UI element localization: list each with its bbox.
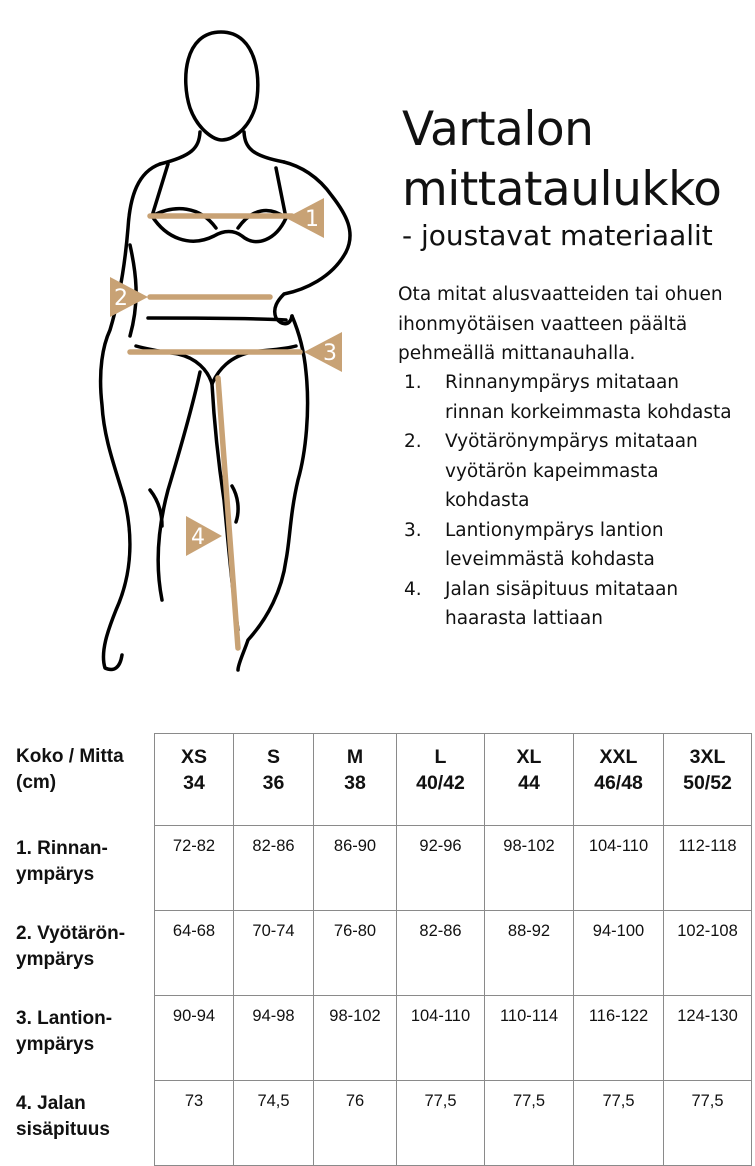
size-header-xl (485, 734, 574, 826)
table-cell: 88-92 (485, 911, 574, 996)
table-row-waist (10, 911, 752, 996)
size-table (10, 733, 752, 1166)
size-header-l (397, 734, 485, 826)
size-code: M (346, 746, 364, 768)
step-text: Vyötärönympärys mitataan vyötärön kapeimmasta kohdasta (445, 431, 698, 511)
table-cell: 98-102 (314, 996, 397, 1081)
step-number: 4. (404, 578, 422, 600)
size-header-xs (155, 734, 234, 826)
table-cell: 94-100 (574, 911, 664, 996)
subtitle: - joustavat materiaalit (402, 219, 713, 252)
size-number: 36 (262, 772, 285, 794)
size-header-xxl (574, 734, 664, 826)
instruction-steps (398, 368, 748, 634)
row-label (10, 911, 155, 996)
step-text: Lantionympärys lantion leveimmästä kohdasta (445, 519, 664, 570)
size-number: 46/48 (594, 772, 643, 794)
table-row-hip (10, 996, 752, 1081)
table-row-bust (10, 826, 752, 911)
row-label-line-2: ympärys (16, 948, 95, 970)
row-label-line-1: 3. Lantion- (16, 1007, 113, 1029)
step-item (398, 575, 748, 634)
right-arm-outline (275, 162, 350, 324)
size-number: 38 (344, 772, 366, 794)
table-cell: 77,5 (574, 1081, 664, 1166)
table-row-inseam (10, 1081, 752, 1166)
inseam-measure-line (218, 378, 238, 648)
marker-2-label: 2 (114, 286, 128, 311)
step-item (398, 368, 748, 427)
corner-header-line-2: (cm) (16, 771, 57, 793)
size-number: 34 (183, 772, 205, 794)
size-number: 44 (518, 772, 540, 794)
table-cell: 98-102 (485, 826, 574, 911)
instructions-intro: Ota mitat alusvaatteiden tai ohuen ihonmyötäisen vaatteen päältä pehmeällä mittanauhalla. (398, 284, 723, 364)
table-cell: 110-114 (485, 996, 574, 1081)
table-cell: 73 (155, 1081, 234, 1166)
bra-outline (152, 164, 286, 242)
corner-header-line-1: Koko / Mitta (16, 745, 124, 767)
title-line-1: Vartalon (402, 102, 594, 157)
table-cell: 77,5 (397, 1081, 485, 1166)
neck-shoulders-outline (160, 132, 284, 164)
table-cell: 86-90 (314, 826, 397, 911)
size-code: S (266, 746, 280, 768)
table-cell: 77,5 (664, 1081, 752, 1166)
step-item (398, 427, 748, 516)
step-number: 1. (404, 372, 422, 393)
row-label (10, 1081, 155, 1166)
table-cell: 82-86 (397, 911, 485, 996)
step-number: 3. (404, 519, 422, 541)
row-label (10, 826, 155, 911)
step-item (398, 516, 748, 575)
table-cell: 94-98 (234, 996, 314, 1081)
marker-3-label: 3 (323, 341, 337, 366)
row-label-line-1: 1. Rinnan- (16, 837, 108, 859)
table-cell: 92-96 (397, 826, 485, 911)
head-outline (186, 32, 258, 140)
corner-header (10, 734, 155, 826)
row-label-line-1: 2. Vyötärön- (16, 922, 126, 944)
table-cell: 112-118 (664, 826, 752, 911)
table-cell: 77,5 (485, 1081, 574, 1166)
size-code: XL (516, 746, 542, 768)
table-cell: 104-110 (574, 826, 664, 911)
size-header-s (234, 734, 314, 826)
marker-4-label: 4 (191, 525, 205, 550)
row-label-line-2: ympärys (16, 1033, 95, 1055)
table-cell: 72-82 (155, 826, 234, 911)
row-label-line-1: 4. Jalan (16, 1092, 86, 1114)
size-code: L (434, 746, 447, 768)
body-measurement-figure (0, 0, 390, 700)
table-cell: 74,5 (234, 1081, 314, 1166)
size-code: XXL (599, 746, 638, 768)
table-header-row (10, 734, 752, 826)
size-code: XS (180, 746, 207, 768)
step-number: 2. (404, 431, 422, 452)
table-cell: 124-130 (664, 996, 752, 1081)
table-cell: 82-86 (234, 826, 314, 911)
table-cell: 90-94 (155, 996, 234, 1081)
table-cell: 76 (314, 1081, 397, 1166)
table-cell: 116-122 (574, 996, 664, 1081)
size-number: 40/42 (416, 772, 465, 794)
marker-1-label: 1 (305, 207, 319, 232)
left-side-outline (101, 164, 160, 669)
row-label (10, 996, 155, 1081)
size-header-m (314, 734, 397, 826)
table-cell: 70-74 (234, 911, 314, 996)
row-label-line-2: sisäpituus (16, 1118, 110, 1140)
table-cell: 64-68 (155, 911, 234, 996)
size-code: 3XL (689, 746, 726, 768)
table-cell: 76-80 (314, 911, 397, 996)
size-number: 50/52 (683, 772, 732, 794)
table-cell: 102-108 (664, 911, 752, 996)
title-line-2: mittataulukko (402, 162, 722, 217)
right-torso-outline (238, 316, 308, 670)
row-label-line-2: ympärys (16, 863, 95, 885)
step-text: Jalan sisäpituus mitataan haarasta lattiaan (445, 578, 679, 629)
step-text: Rinnanympärys mitataan rinnan korkeimmasta kohdasta (445, 372, 732, 423)
size-header-3xl (664, 734, 752, 826)
table-cell: 104-110 (397, 996, 485, 1081)
